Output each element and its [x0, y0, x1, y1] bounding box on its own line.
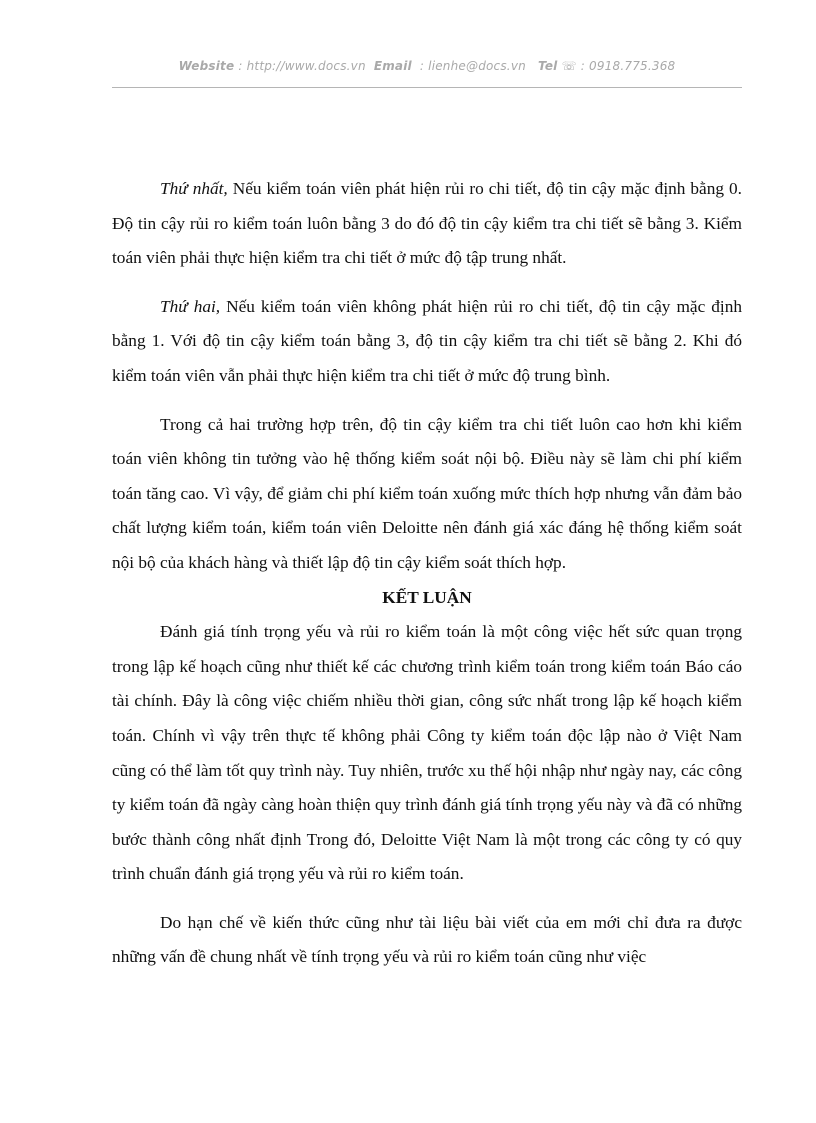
paragraph-text: Nếu kiểm toán viên phát hiện rủi ro chi tiết, độ tin cậy mặc định bằng 0. Độ tin cậy rủi ro kiểm toán luôn bằng 3 do đó độ tin cậy kiểm tra chi tiết sẽ bằng 3. Kiểm toán viên phải thực hiện kiểm tra chi tiết ở mức độ tập trung nhất. — [112, 179, 742, 268]
paragraph-conclusion: Đánh giá tính trọng yếu và rủi ro kiểm toán là một công việc hết sức quan trọng trong lập kế hoạch cũng như thiết kế các chương trình kiểm toán trong kiểm toán Báo cáo tài chính. Đây là công việc chiếm nhiều thời gian, công sức nhất trong lập kế hoạch kiểm toán. Chính vì vậy trên thực tế không phải Công ty kiểm toán độc lập nào ở Việt Nam cũng có thể làm tốt quy trình này. Tuy nhiên, trước xu thế hội nhập như ngày nay, các công ty kiểm toán đã ngày càng hoàn thiện quy trình đánh giá tính trọng yếu này và đã có những bước thành công nhất định Trong đó, Deloitte Việt Nam là một trong các công ty có quy trình chuẩn đánh giá trọng yếu và rủi ro kiểm toán. — [112, 622, 742, 884]
paragraph-lead: Thứ hai, — [160, 296, 221, 316]
tel-label: Tel — [537, 59, 558, 73]
phone-icon: ☏ — [561, 59, 577, 73]
email-link[interactable]: lienhe@docs.vn — [428, 59, 526, 73]
paragraph-second-case — [112, 290, 742, 394]
page-header: Website : http://www.docs.vn Email : lienhe@docs.vn Tel ☏ : 0918.775.368 — [178, 59, 676, 73]
paragraph-lead: Thứ nhất, — [160, 179, 228, 198]
section-heading-conclusion: KẾT LUẬN — [382, 587, 472, 607]
paragraph-limitations: Do hạn chế về kiến thức cũng như tài liệu bài viết của em mới chỉ đưa ra được những vấn đề chung nhất về tính trọng yếu và rủi ro kiểm toán cũng như việc — [112, 912, 742, 967]
email-label: Email — [373, 59, 412, 73]
website-link[interactable]: http://www.docs.vn — [246, 59, 366, 73]
header-divider — [112, 87, 742, 88]
paragraph-both-cases: Trong cả hai trường hợp trên, độ tin cậy kiểm tra chi tiết luôn cao hơn khi kiểm toán viên không tin tưởng vào hệ thống kiểm soát nội bộ. Điều này sẽ làm chi phí kiểm toán tăng cao. Vì vậy, để giảm chi phí kiểm toán xuống mức thích hợp nhưng vẫn đảm bảo chất lượng kiểm toán, kiểm toán viên Deloitte nên đánh giá xác đáng hệ thống kiểm soát nội bộ của khách hàng và thiết lập độ tin cậy kiểm soát thích hợp. — [112, 414, 742, 572]
paragraph-first-case — [112, 172, 742, 276]
paragraph-text: Nếu kiểm toán viên không phát hiện rủi ro chi tiết, độ tin cậy mặc định bằng 1. Với độ tin cậy kiểm toán bằng 3, độ tin cậy kiểm tra chi tiết sẽ bằng 2. Khi đó kiểm toán viên vẫn phải thực hiện kiểm tra chi tiết ở mức độ trung bình. — [112, 296, 742, 385]
website-label: Website — [178, 59, 235, 73]
tel-number: 0918.775.368 — [589, 59, 676, 73]
document-body — [112, 172, 742, 975]
